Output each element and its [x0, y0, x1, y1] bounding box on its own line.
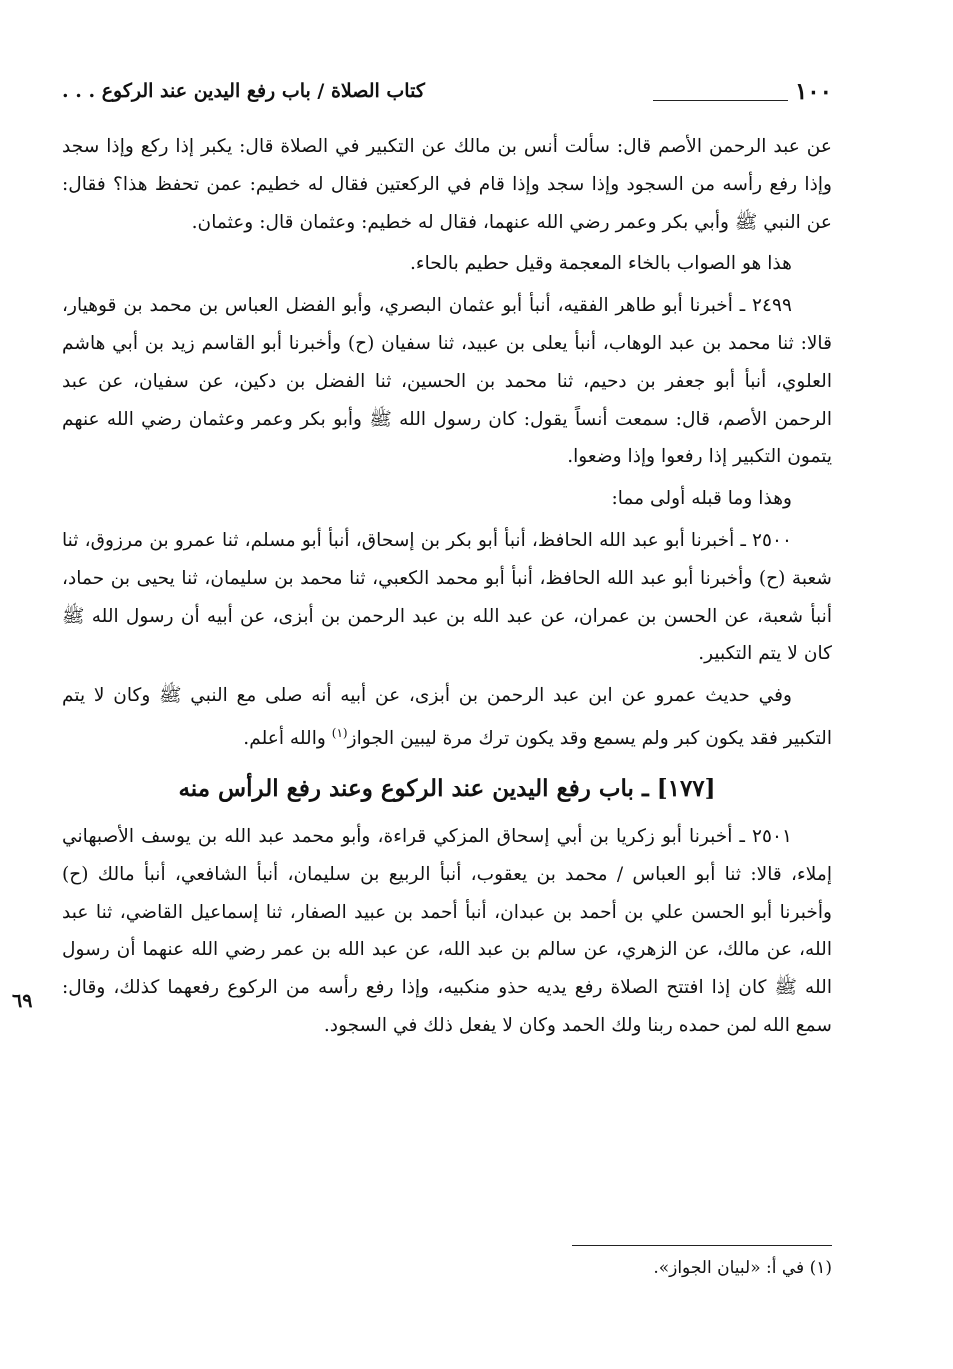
amr-hadith-ending: والله أعلم. [243, 728, 332, 750]
hadith-2500: ٢٥٠٠ ـ أخبرنا أبو عبد الله الحافظ، أنبأ أبو بكر بن إسحاق، أنبأ أبو مسلم، ثنا عمرو بن مرزوق، ثنا شعبة (ح) وأخبرنا أبو عبد الله الحافظ، أنبأ أبو محمد الكعبي، ثنا محمد بن سليمان، ثنا يحيى بن حماد، أنبأ شعبة، عن الحسن بن عمران، عن عبد الله بن عبد الرحمن بن أبزى، عن أبيه أن رسول الله ﷺ كان لا يتم التكبير. [62, 529, 832, 665]
page-body [62, 128, 832, 1045]
paragraph-amr-hadith [62, 677, 832, 758]
page-header [62, 78, 832, 112]
header-rule [653, 100, 788, 101]
paragraph-preference-note: وهذا وما قبله أولى مما: [611, 488, 792, 510]
footnote: (١) في أ: «لبيان الجواز». [653, 1258, 832, 1278]
running-title: كتاب الصلاة / باب رفع اليدين عند الركوع . . . [62, 80, 425, 102]
footnote-marker: (١) [331, 725, 348, 740]
amr-hadith-text: وفي حديث عمرو عن ابن عبد الرحمن بن أبزى، عن أبيه أنه صلى مع النبي ﷺ وكان لا يتم التكبير فقد يكون كبر ولم يسمع وقد يكون ترك مرة ليبين الجواز [62, 685, 832, 750]
footnote-rule [572, 1245, 832, 1246]
hadith-2499: ٢٤٩٩ ـ أخبرنا أبو طاهر الفقيه، أنبأ أبو عثمان البصري، وأبو الفضل العباس بن محمد بن قوهيار، قالا: ثنا محمد بن عبد الوهاب، أنبأ يعلى بن عبيد، ثنا سفيان (ح) وأخبرنا أبو القاسم زيد بن أبي هاشم العلوي، أنبأ أبو جعفر بن دحيم، ثنا محمد بن الحسين، ثنا الفضل بن دكين، عن سفيان، عن عبد الرحمن الأصم، قال: سمعت أنساً يقول: كان رسول الله ﷺ وأبو بكر وعمر وعثمان رضي الله عنهم يتمون التكبير إذا رفعوا وإذا وضعوا. [62, 295, 832, 468]
margin-volume-number: ٦٩ [12, 990, 33, 1012]
paragraph-spelling-note: هذا هو الصواب بالخاء المعجمة وقيل حطيم بالحاء. [409, 253, 792, 275]
page-number: ١٠٠ [794, 78, 832, 105]
paragraph-anas-report: عن عبد الرحمن الأصم قال: سألت أنس بن مالك عن التكبير في الصلاة قال: يكبر إذا ركع وإذا سجد وإذا رفع رأسه من السجود وإذا سجد وإذا قام في الركعتين فقال له خطيم: عمن تحفظ هذا؟ فقال: عن النبي ﷺ وأبي بكر وعمر رضي الله عنهما، فقال له خطيم: وعثمان قال: وعثمان. [62, 136, 832, 233]
hadith-2501: ٢٥٠١ ـ أخبرنا أبو زكريا بن أبي إسحاق المزكي قراءة، وأبو محمد عبد الله بن يوسف الأصبهاني إملاء، قالا: ثنا أبو العباس / محمد بن يعقوب، أنبأ الربيع بن سليمان، أنبأ الشافعي، أنبأ مالك (ح) وأخبرنا أبو الحسن علي بن أحمد بن عبدان، أنبأ أحمد بن عبيد الصفار، ثنا إسماعيل القاضي، ثنا عبد الله، عن مالك، عن الزهري، عن سالم بن عبد الله، عن عبد الله بن عمر رضي الله عنهما أن رسول الله ﷺ كان إذا افتتح الصلاة رفع يديه حذو منكبيه، وإذا رفع رأسه من الركوع رفعهما كذلك، وقال: سمع الله لمن حمده ربنا ولك الحمد وكان لا يفعل ذلك في السجود. [62, 825, 832, 1036]
chapter-heading: [١٧٧] ـ باب رفع اليدين عند الركوع وعند رفع الرأس منه [178, 774, 716, 802]
